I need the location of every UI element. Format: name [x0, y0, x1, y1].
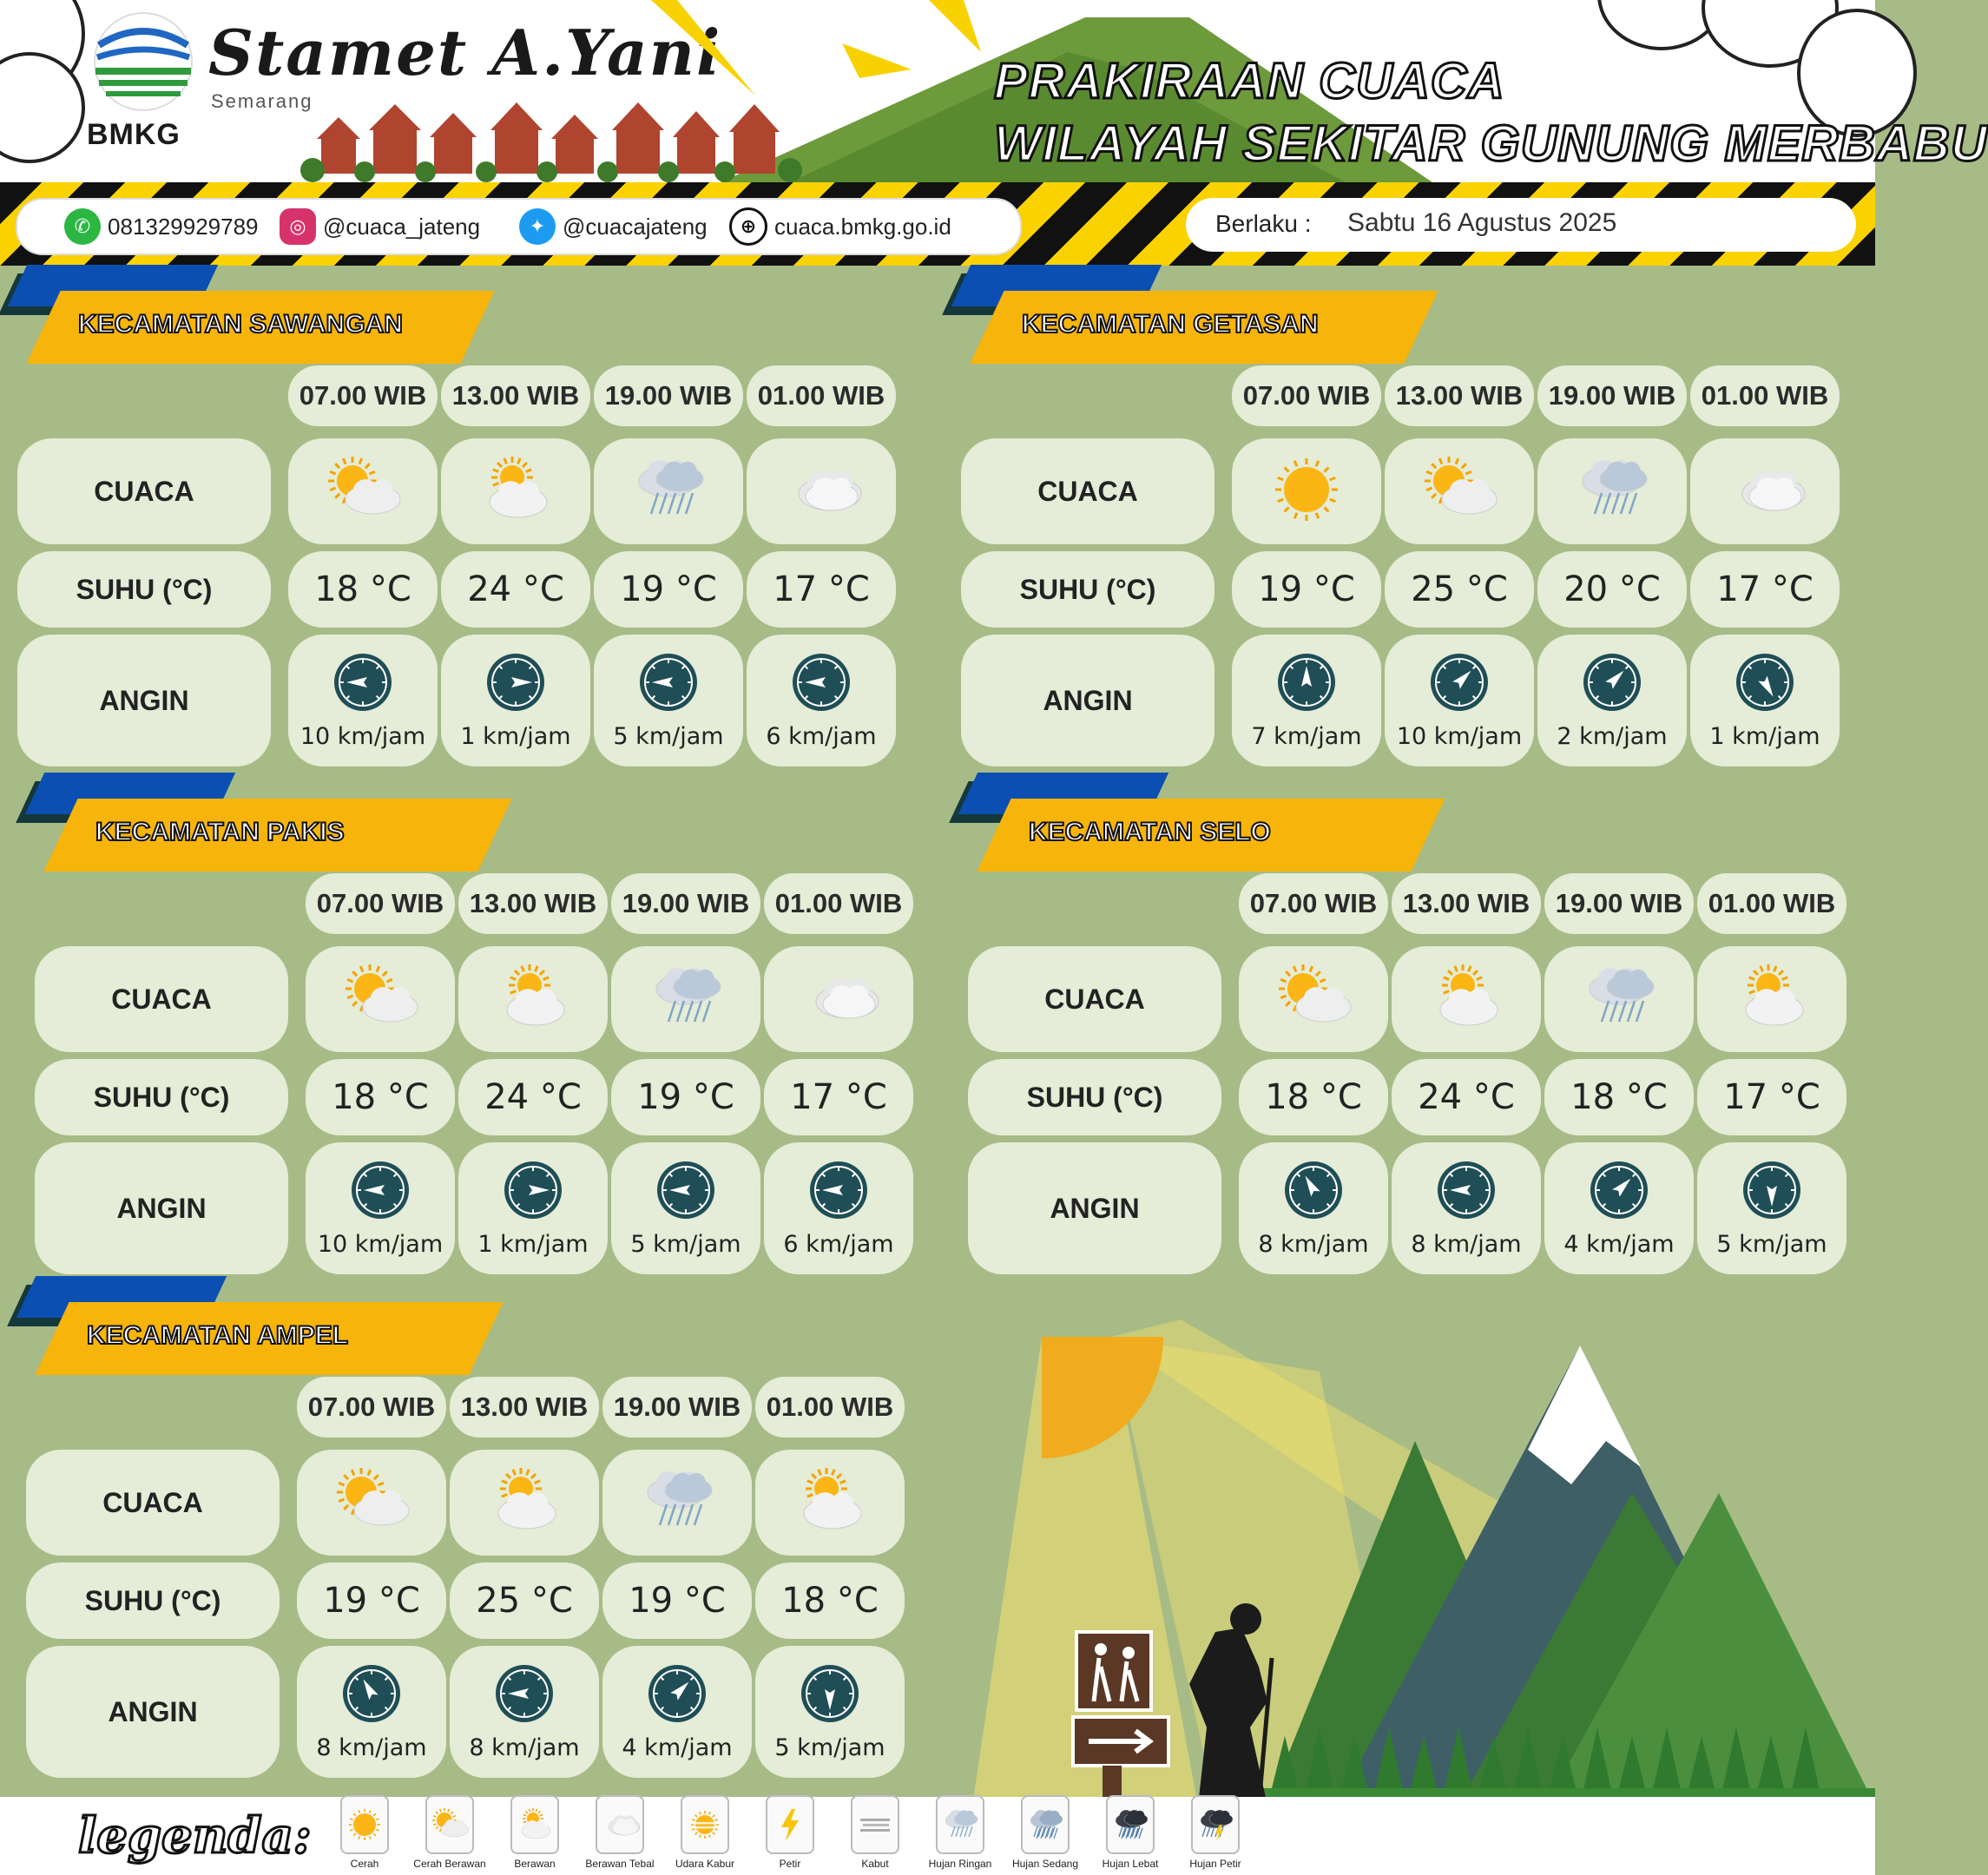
- temperature-value: 18 °C: [1570, 1077, 1668, 1117]
- validity-date: Sabtu 16 Agustus 2025: [1347, 208, 1617, 237]
- legend-label: Cerah: [350, 1858, 379, 1870]
- wind-cell: [1239, 1142, 1388, 1274]
- weather-cell: [1537, 438, 1687, 544]
- time-header: 07.00 WIB: [1232, 365, 1381, 426]
- wind-compass-icon: [1429, 652, 1490, 716]
- temperature-value: 19 °C: [1258, 569, 1355, 609]
- berawan-icon: [788, 1466, 872, 1539]
- berawan-tebal-icon: [1723, 455, 1807, 528]
- temperature-value: 19 °C: [620, 569, 717, 609]
- time-header: 01.00 WIB: [755, 1377, 905, 1438]
- wind-compass-icon: [800, 1663, 860, 1727]
- cerah-berawan-icon: [339, 963, 422, 1036]
- row-label-temp: SUHU (°C): [968, 1059, 1221, 1135]
- wind-speed: 5 km/jam: [630, 1230, 741, 1258]
- time-header: 07.00 WIB: [306, 873, 455, 934]
- legend-label: Berawan Tebal: [585, 1858, 655, 1870]
- cerah-icon: [340, 1795, 389, 1854]
- wind-compass-icon: [1589, 1160, 1649, 1224]
- udara-kabur-icon: [681, 1795, 729, 1854]
- weather-cell: [1544, 946, 1694, 1052]
- legend-item: [411, 1795, 489, 1870]
- title-line-2: WILAYAH SEKITAR GUNUNG MERBABU: [994, 115, 1988, 172]
- legend-item: [496, 1795, 574, 1870]
- wind-cell: [1537, 635, 1687, 766]
- legend-item: [836, 1795, 914, 1870]
- temperature-cell: [288, 551, 438, 628]
- legend-item: [1176, 1795, 1254, 1870]
- legend-label: Hujan Petir: [1189, 1858, 1241, 1870]
- hujan-ringan-icon: [1577, 963, 1661, 1036]
- legend-label: Kabut: [861, 1858, 889, 1870]
- weather-cell: [1690, 438, 1840, 544]
- wind-speed: 2 km/jam: [1557, 722, 1668, 750]
- time-header: 01.00 WIB: [1690, 365, 1840, 426]
- validity-bar: [1186, 198, 1856, 252]
- weather-cell: [441, 438, 590, 544]
- temperature-cell: [306, 1059, 455, 1135]
- weather-cell: [458, 946, 608, 1052]
- temperature-value: 24 °C: [484, 1077, 582, 1117]
- row-label-wind: ANGIN: [26, 1646, 280, 1778]
- globe-icon: ⊕: [729, 207, 767, 246]
- temperature-value: 24 °C: [1418, 1077, 1515, 1117]
- legend-label: Petir: [779, 1858, 801, 1870]
- wind-compass-icon: [1741, 1160, 1802, 1224]
- wind-speed: 1 km/jam: [477, 1230, 589, 1258]
- kabut-icon: [851, 1795, 899, 1854]
- row-label-weather: CUACA: [17, 438, 271, 544]
- weather-cell: [1697, 946, 1846, 1052]
- berawan-icon: [510, 1795, 559, 1854]
- wind-compass-icon: [791, 652, 852, 716]
- wind-speed: 5 km/jam: [774, 1734, 885, 1761]
- wind-cell: [1232, 635, 1381, 766]
- berawan-icon: [483, 1466, 566, 1539]
- temperature-value: 24 °C: [467, 569, 564, 609]
- wind-cell: [1385, 635, 1534, 766]
- row-label-wind: ANGIN: [35, 1142, 288, 1274]
- wind-speed: 1 km/jam: [1709, 722, 1820, 750]
- time-header: 01.00 WIB: [764, 873, 913, 934]
- legend-label: Berawan: [514, 1858, 556, 1870]
- temperature-value: 18 °C: [781, 1581, 879, 1621]
- time-header: 01.00 WIB: [1697, 873, 1846, 934]
- temperature-cell: [450, 1562, 599, 1639]
- wind-compass-icon: [350, 1160, 411, 1224]
- district-panel: [35, 773, 946, 1259]
- time-header: 19.00 WIB: [611, 873, 760, 934]
- legend-item: [751, 1795, 829, 1870]
- cerah-berawan-icon: [425, 1795, 474, 1854]
- wind-cell: [1392, 1142, 1541, 1274]
- wind-cell: [755, 1646, 905, 1778]
- berawan-tebal-icon: [596, 1795, 644, 1854]
- district-name: KECAMATAN AMPEL: [87, 1321, 349, 1350]
- temperature-cell: [764, 1059, 913, 1135]
- weather-cell: [755, 1450, 905, 1556]
- legend-item: [921, 1795, 999, 1870]
- hujan-sedang-icon: [1021, 1795, 1070, 1854]
- legend-label: Hujan Lebat: [1102, 1858, 1159, 1870]
- wind-compass-icon: [1582, 652, 1642, 716]
- temperature-value: 25 °C: [1411, 569, 1508, 609]
- weather-cell: [288, 438, 438, 544]
- wind-compass-icon: [503, 1160, 563, 1224]
- hujan-ringan-icon: [644, 963, 727, 1036]
- time-header: 13.00 WIB: [458, 873, 608, 934]
- validity-label: Berlaku :: [1215, 210, 1312, 237]
- berawan-tebal-icon: [780, 455, 863, 528]
- wind-speed: 8 km/jam: [469, 1734, 580, 1761]
- district-name: KECAMATAN GETASAN: [1022, 310, 1319, 339]
- wind-speed: 5 km/jam: [613, 722, 724, 750]
- time-header: 07.00 WIB: [288, 365, 438, 426]
- instagram-handle: @cuaca_jateng: [323, 213, 481, 240]
- wind-speed: 4 km/jam: [622, 1734, 733, 1761]
- twitter-handle: @cuacajateng: [563, 213, 708, 240]
- temperature-value: 19 °C: [629, 1581, 726, 1621]
- wind-speed: 6 km/jam: [783, 1230, 894, 1258]
- row-label-temp: SUHU (°C): [961, 551, 1215, 628]
- row-label-wind: ANGIN: [968, 1142, 1221, 1274]
- weather-cell: [611, 946, 760, 1052]
- wind-cell: [450, 1646, 599, 1778]
- weather-cell: [602, 1450, 752, 1556]
- berawan-icon: [1425, 963, 1508, 1036]
- legend-item: [1091, 1795, 1169, 1870]
- wind-speed: 8 km/jam: [316, 1734, 427, 1761]
- wind-compass-icon: [655, 1160, 716, 1224]
- wind-compass-icon: [638, 652, 699, 716]
- wind-cell: [602, 1646, 752, 1778]
- weather-cell: [450, 1450, 599, 1556]
- wind-cell: [594, 635, 743, 766]
- phone-number: 081329929789: [108, 213, 259, 240]
- hujan-ringan-icon: [627, 455, 710, 528]
- temperature-cell: [1544, 1059, 1694, 1135]
- wind-speed: 1 km/jam: [460, 722, 571, 750]
- temperature-value: 18 °C: [314, 569, 411, 609]
- row-label-weather: CUACA: [961, 438, 1215, 544]
- wind-cell: [441, 635, 590, 766]
- instagram-icon: ◎: [280, 208, 316, 245]
- whatsapp-icon: ✆: [64, 208, 101, 245]
- wind-compass-icon: [494, 1663, 555, 1727]
- wind-compass-icon: [332, 652, 393, 716]
- time-header: 19.00 WIB: [594, 365, 743, 426]
- temperature-cell: [297, 1562, 446, 1639]
- wind-cell: [1697, 1142, 1846, 1274]
- row-label-weather: CUACA: [26, 1450, 280, 1556]
- temperature-cell: [458, 1059, 608, 1135]
- temperature-cell: [1537, 551, 1687, 628]
- wind-cell: [297, 1646, 446, 1778]
- district-name: KECAMATAN SELO: [1029, 818, 1271, 846]
- wind-cell: [306, 1142, 455, 1274]
- row-label-temp: SUHU (°C): [26, 1562, 280, 1639]
- wind-cell: [1544, 1142, 1694, 1274]
- petir-icon: [766, 1795, 814, 1854]
- row-label-temp: SUHU (°C): [35, 1059, 288, 1135]
- wind-speed: 5 km/jam: [1716, 1230, 1827, 1258]
- cerah-berawan-icon: [1272, 963, 1355, 1036]
- legend-title: legenda:: [78, 1807, 312, 1865]
- district-panel: [968, 773, 1879, 1259]
- temperature-cell: [1239, 1059, 1388, 1135]
- wind-cell: [747, 635, 896, 766]
- legend-item: [666, 1795, 744, 1870]
- district-panel: [26, 1276, 938, 1762]
- instagram-contact[interactable]: [280, 200, 480, 253]
- temperature-cell: [594, 551, 743, 628]
- temperature-value: 17 °C: [1723, 1077, 1820, 1117]
- weather-cell: [1239, 946, 1388, 1052]
- temperature-cell: [747, 551, 896, 628]
- weather-cell: [297, 1450, 446, 1556]
- website-url: cuaca.bmkg.go.id: [774, 213, 951, 240]
- wind-compass-icon: [1283, 1160, 1344, 1224]
- time-header: 19.00 WIB: [1537, 365, 1687, 426]
- temperature-cell: [755, 1562, 905, 1639]
- wind-cell: [288, 635, 438, 766]
- temperature-cell: [441, 551, 590, 628]
- wind-compass-icon: [341, 1663, 402, 1727]
- district-panel: [961, 265, 1873, 751]
- district-panel: [17, 265, 929, 751]
- hujan-ringan-icon: [1570, 455, 1654, 528]
- bmkg-logo: [87, 10, 200, 113]
- temperature-cell: [1690, 551, 1840, 628]
- wind-cell: [1690, 635, 1840, 766]
- wind-speed: 10 km/jam: [317, 1230, 444, 1258]
- header: [0, 0, 1988, 182]
- temperature-value: 18 °C: [332, 1077, 429, 1117]
- bmkg-wordmark: BMKG: [87, 118, 181, 151]
- wind-speed: 10 km/jam: [300, 722, 426, 750]
- hujan-ringan-icon: [936, 1795, 984, 1854]
- wind-cell: [611, 1142, 760, 1274]
- temperature-value: 18 °C: [1265, 1077, 1362, 1117]
- berawan-icon: [491, 963, 575, 1036]
- title-line-1: PRAKIRAAN CUACA: [994, 53, 1505, 109]
- temperature-value: 17 °C: [773, 569, 870, 609]
- time-header: 19.00 WIB: [602, 1377, 752, 1438]
- time-header: 13.00 WIB: [441, 365, 590, 426]
- twitter-contact[interactable]: [519, 200, 708, 253]
- hujan-lebat-icon: [1106, 1795, 1155, 1854]
- temperature-value: 17 °C: [1716, 569, 1814, 609]
- temperature-cell: [611, 1059, 760, 1135]
- weather-cell: [1385, 438, 1534, 544]
- station-city: Semarang: [211, 90, 313, 112]
- wind-speed: 4 km/jam: [1563, 1230, 1675, 1258]
- temperature-cell: [1232, 551, 1381, 628]
- weather-cell: [306, 946, 455, 1052]
- time-header: 07.00 WIB: [297, 1377, 446, 1438]
- temperature-cell: [602, 1562, 752, 1639]
- weather-cell: [1392, 946, 1541, 1052]
- contact-bar: [16, 198, 1022, 255]
- cerah-icon: [1265, 455, 1348, 528]
- time-header: 13.00 WIB: [1392, 873, 1541, 934]
- station-name: Stamet A.Yani: [208, 16, 722, 89]
- district-name: KECAMATAN SAWANGAN: [78, 310, 403, 339]
- temperature-cell: [1392, 1059, 1541, 1135]
- mountain-hiker-illustration: [1007, 1319, 1875, 1806]
- time-header: 01.00 WIB: [747, 365, 896, 426]
- weather-cell: [1232, 438, 1381, 544]
- wind-compass-icon: [485, 652, 546, 716]
- legend-label: Hujan Ringan: [928, 1858, 992, 1870]
- website-contact[interactable]: [729, 200, 951, 253]
- weather-cell: [594, 438, 743, 544]
- berawan-tebal-icon: [797, 963, 880, 1036]
- time-header: 13.00 WIB: [450, 1377, 599, 1438]
- wind-compass-icon: [1276, 652, 1337, 716]
- temperature-cell: [1697, 1059, 1846, 1135]
- district-name: KECAMATAN PAKIS: [95, 818, 345, 846]
- wind-compass-icon: [1735, 652, 1795, 716]
- hujan-ringan-icon: [635, 1466, 719, 1539]
- wind-speed: 7 km/jam: [1251, 722, 1362, 750]
- wind-cell: [458, 1142, 608, 1274]
- legend-label: Udara Kabur: [675, 1858, 735, 1870]
- wind-cell: [764, 1142, 913, 1274]
- phone-contact[interactable]: [64, 200, 259, 253]
- weather-cell: [764, 946, 913, 1052]
- wind-speed: 6 km/jam: [766, 722, 877, 750]
- wind-speed: 8 km/jam: [1258, 1230, 1369, 1258]
- legend-item: [326, 1795, 404, 1870]
- row-label-temp: SUHU (°C): [17, 551, 271, 628]
- temperature-value: 17 °C: [790, 1077, 887, 1117]
- berawan-icon: [1730, 963, 1814, 1036]
- hujan-petir-icon: [1191, 1795, 1240, 1854]
- weather-cell: [747, 438, 896, 544]
- wind-compass-icon: [1436, 1160, 1497, 1224]
- legend-label: Hujan Sedang: [1011, 1858, 1079, 1870]
- temperature-value: 25 °C: [476, 1581, 573, 1621]
- time-header: 07.00 WIB: [1239, 873, 1388, 934]
- legend-item: [1006, 1795, 1084, 1870]
- wind-speed: 10 km/jam: [1396, 722, 1523, 750]
- twitter-icon: ✦: [519, 208, 556, 245]
- temperature-value: 20 °C: [1563, 569, 1661, 609]
- berawan-icon: [474, 455, 557, 528]
- row-label-wind: ANGIN: [961, 635, 1215, 766]
- cerah-berawan-icon: [1418, 455, 1501, 528]
- legend-label: Cerah Berawan: [413, 1858, 486, 1870]
- row-label-wind: ANGIN: [17, 635, 271, 766]
- row-label-weather: CUACA: [968, 946, 1221, 1052]
- wind-compass-icon: [808, 1160, 869, 1224]
- time-header: 13.00 WIB: [1385, 365, 1534, 426]
- wind-compass-icon: [647, 1663, 708, 1727]
- cerah-berawan-icon: [321, 455, 405, 528]
- legend-item: [581, 1795, 659, 1870]
- time-header: 19.00 WIB: [1544, 873, 1694, 934]
- temperature-value: 19 °C: [323, 1581, 420, 1621]
- row-label-weather: CUACA: [35, 946, 288, 1052]
- temperature-value: 19 °C: [637, 1077, 734, 1117]
- wind-speed: 8 km/jam: [1411, 1230, 1522, 1258]
- temperature-cell: [1385, 551, 1534, 628]
- cerah-berawan-icon: [330, 1466, 413, 1539]
